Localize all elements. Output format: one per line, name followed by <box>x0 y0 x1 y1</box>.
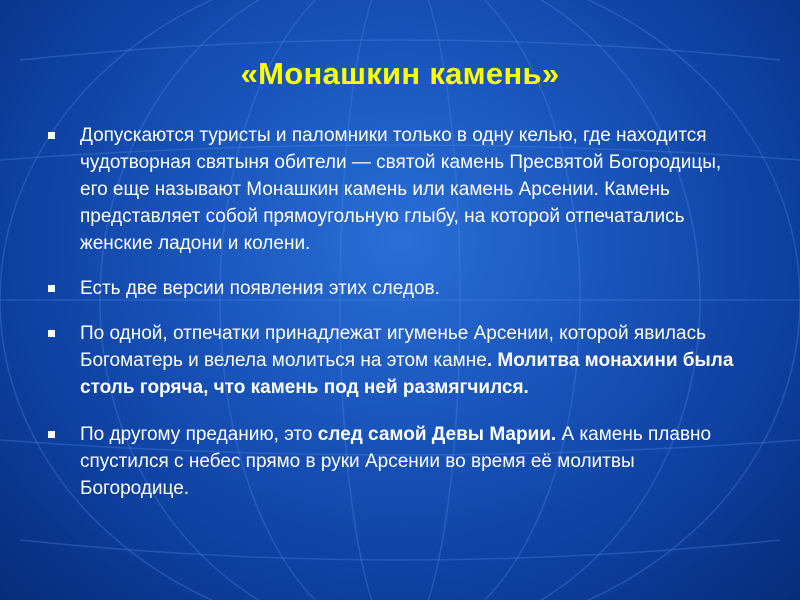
bullet-text: По одной, отпечатки принадлежат игуменье Арсении, которой явилась Богоматерь и велела молиться на этом камне <box>80 323 706 371</box>
bullet-item <box>48 320 748 401</box>
bullet-square-icon <box>48 330 55 337</box>
bullet-square-icon <box>48 431 55 438</box>
bullet-text: Допускаются туристы и паломники только в одну келью, где находится чудотворная святыня обители — святой камень Пресвятой Богородицы, его еще называют Монашкин камень или камень Арсении. Камень представляет собой прямоугольную глыбу, на которой отпечатались женские ладони и колени. <box>80 125 722 254</box>
bullet-text-after: А камень плавно спустился с небес прямо в руки Арсении во время её молитвы Богородице. <box>80 424 712 499</box>
bullet-square-icon <box>48 285 55 292</box>
bullet-list <box>48 122 748 502</box>
bullet-square-icon <box>48 132 55 139</box>
bullet-bold-text: след самой Девы Марии. <box>317 424 557 445</box>
slide-title: «Монашкин камень» <box>240 56 560 91</box>
bullet-item <box>48 421 748 502</box>
bullet-text: Есть две версии появления этих следов. <box>80 278 440 299</box>
bullet-text: По другому преданию, это <box>80 424 318 445</box>
bullet-item <box>48 275 748 302</box>
bullet-item <box>48 122 748 257</box>
bullet-bold-text: . Молитва монахини была столь горяча, что камень под ней размягчился. <box>80 350 734 398</box>
